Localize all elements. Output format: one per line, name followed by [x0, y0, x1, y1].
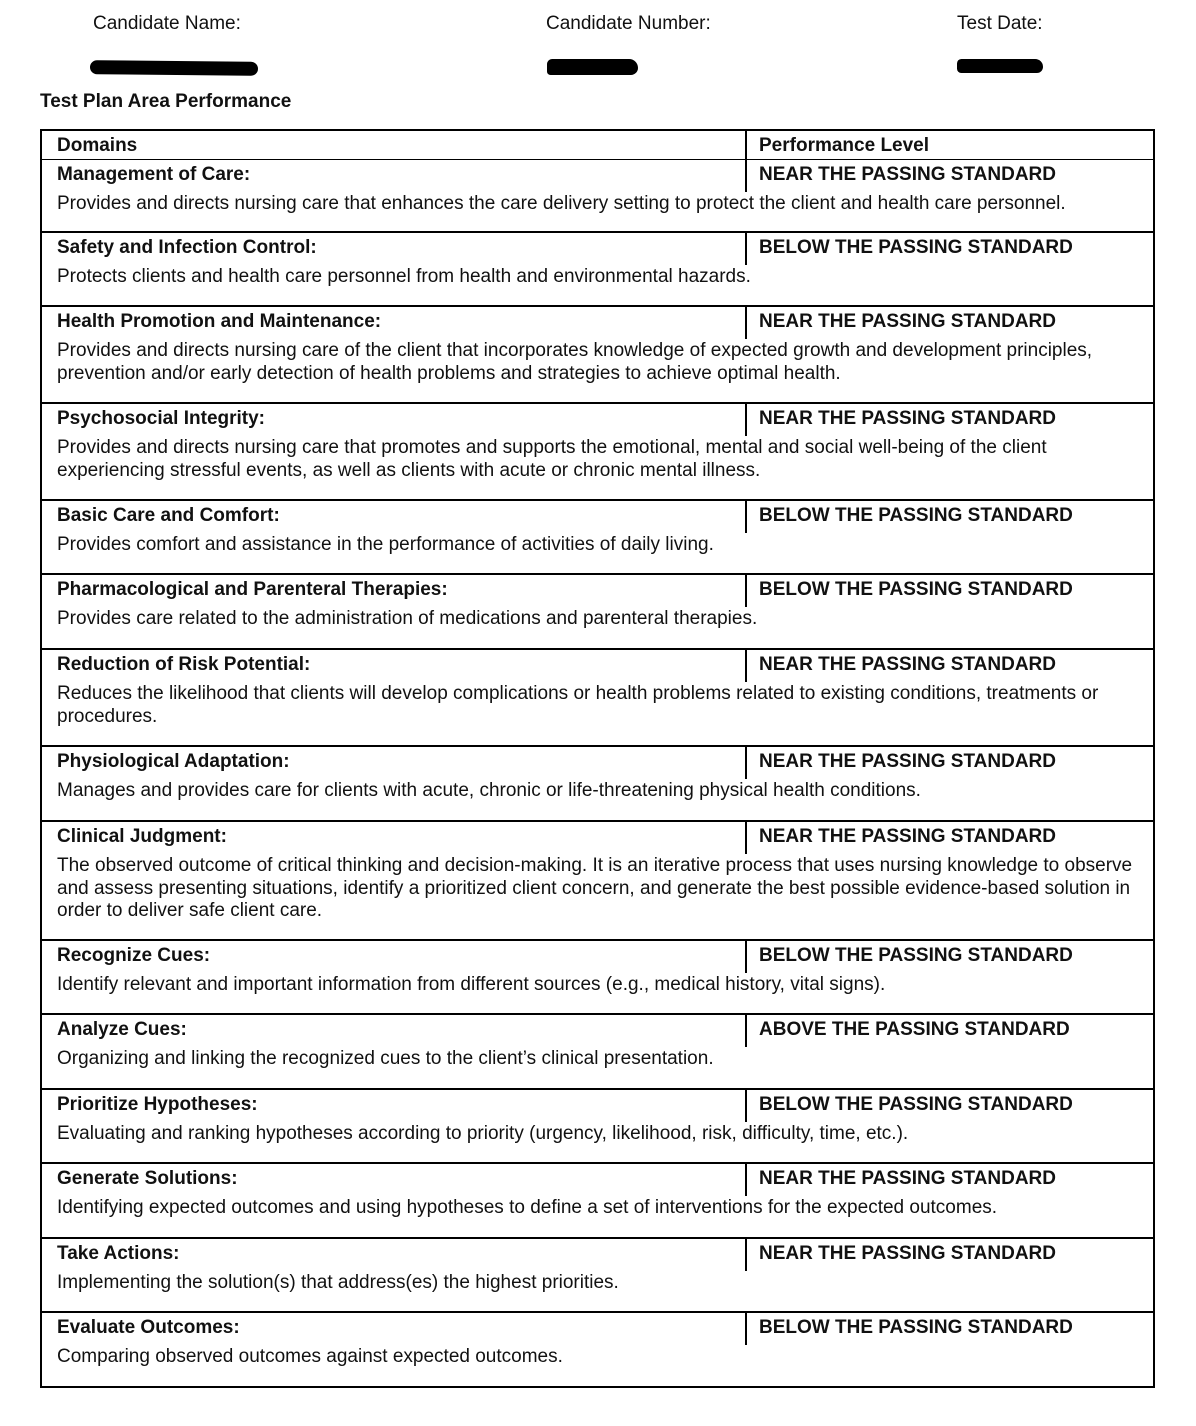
domain-description: Reduces the likelihood that clients will develop complications or health problems related to existing conditions, treatments or procedures.: [57, 683, 1099, 727]
domain-description: Provides comfort and assistance in the performance of activities of daily living.: [57, 534, 714, 555]
column-divider: [745, 1313, 747, 1345]
column-divider: [745, 1239, 747, 1271]
table-row: [42, 160, 1153, 233]
domain-description: Organizing and linking the recognized cues to the client’s clinical presentation.: [57, 1048, 714, 1069]
table-row: [42, 1015, 1153, 1090]
performance-level: BELOW THE PASSING STANDARD: [759, 237, 1073, 258]
domain-title: Analyze Cues:: [57, 1019, 187, 1040]
performance-level: ABOVE THE PASSING STANDARD: [759, 1019, 1070, 1040]
domain-title: Management of Care:: [57, 164, 251, 185]
column-header-domains: Domains: [57, 135, 138, 156]
domain-description: Provides and directs nursing care of the client that incorporates knowledge of expected growth and development principles, prevention and/or early detection of health problems and strategies to achieve optimal health.: [57, 340, 1093, 384]
column-divider: [745, 941, 747, 973]
domain-description: Identifying expected outcomes and using hypotheses to define a set of interventions for the expected outcomes.: [57, 1197, 998, 1218]
column-divider: [745, 233, 747, 265]
table-row: [42, 822, 1153, 941]
performance-level: BELOW THE PASSING STANDARD: [759, 1317, 1073, 1338]
candidate-name-redaction: [90, 60, 258, 76]
column-divider: [745, 131, 747, 159]
column-divider: [745, 575, 747, 607]
performance-level: BELOW THE PASSING STANDARD: [759, 1094, 1073, 1115]
column-divider: [745, 160, 747, 192]
performance-level: NEAR THE PASSING STANDARD: [759, 751, 1056, 772]
domain-title: Generate Solutions:: [57, 1168, 238, 1189]
table-row: [42, 1090, 1153, 1164]
test-date-redaction: [957, 59, 1043, 73]
performance-level: BELOW THE PASSING STANDARD: [759, 579, 1073, 600]
column-header-performance-level: Performance Level: [759, 135, 930, 156]
table-row: [42, 501, 1153, 575]
column-divider: [745, 1164, 747, 1196]
table-row: [42, 404, 1153, 501]
performance-level: BELOW THE PASSING STANDARD: [759, 945, 1073, 966]
domain-title: Prioritize Hypotheses:: [57, 1094, 258, 1115]
domain-description: The observed outcome of critical thinking and decision-making. It is an iterative process that uses nursing knowledge to observe and assess presenting situations, identify a prioritized client concern, and generate the best possible evidence-based solution in order to deliver safe client care.: [57, 855, 1133, 921]
domain-description: Comparing observed outcomes against expected outcomes.: [57, 1346, 563, 1367]
domain-title: Take Actions:: [57, 1243, 180, 1264]
column-divider: [745, 501, 747, 533]
performance-level: NEAR THE PASSING STANDARD: [759, 826, 1056, 847]
table-row: [42, 1164, 1153, 1239]
domain-description: Provides and directs nursing care that promotes and supports the emotional, mental and social well-being of the client experiencing stressful events, as well as clients with acute or chronic mental illness.: [57, 437, 1047, 481]
performance-level: NEAR THE PASSING STANDARD: [759, 164, 1056, 185]
domain-description: Implementing the solution(s) that address(es) the highest priorities.: [57, 1272, 619, 1293]
domain-title: Recognize Cues:: [57, 945, 211, 966]
column-divider: [745, 1090, 747, 1122]
candidate-number-redaction: [547, 59, 638, 75]
table-row: [42, 941, 1153, 1015]
section-title: Test Plan Area Performance: [40, 91, 292, 112]
performance-level: NEAR THE PASSING STANDARD: [759, 654, 1056, 675]
domain-description: Manages and provides care for clients with acute, chronic or life-threatening physical health conditions.: [57, 780, 921, 801]
table-row: [42, 307, 1153, 404]
table-row: [42, 1239, 1153, 1313]
column-divider: [745, 1015, 747, 1047]
performance-level: NEAR THE PASSING STANDARD: [759, 408, 1056, 429]
domain-title: Clinical Judgment:: [57, 826, 227, 847]
table-row: [42, 650, 1153, 747]
column-divider: [745, 747, 747, 779]
table-row: [42, 233, 1153, 307]
domain-title: Health Promotion and Maintenance:: [57, 311, 382, 332]
column-divider: [745, 822, 747, 854]
performance-table: [40, 129, 1155, 1388]
domain-description: Provides care related to the administration of medications and parenteral therapies.: [57, 608, 758, 629]
domain-description: Evaluating and ranking hypotheses according to priority (urgency, likelihood, risk, difficulty, time, etc.).: [57, 1123, 909, 1144]
domain-title: Pharmacological and Parenteral Therapies:: [57, 579, 448, 600]
domain-title: Safety and Infection Control:: [57, 237, 317, 258]
table-row: [42, 1313, 1153, 1386]
performance-level: NEAR THE PASSING STANDARD: [759, 1168, 1056, 1189]
performance-level: NEAR THE PASSING STANDARD: [759, 1243, 1056, 1264]
candidate-number-label: Candidate Number:: [546, 13, 711, 34]
test-date-label: Test Date:: [957, 13, 1043, 34]
domain-description: Identify relevant and important information from different sources (e.g., medical history, vital signs).: [57, 974, 886, 995]
domain-title: Evaluate Outcomes:: [57, 1317, 240, 1338]
table-row: [42, 575, 1153, 650]
column-divider: [745, 307, 747, 339]
table-header: [42, 131, 1153, 160]
candidate-name-label: Candidate Name:: [93, 13, 241, 34]
performance-level: NEAR THE PASSING STANDARD: [759, 311, 1056, 332]
domain-title: Reduction of Risk Potential:: [57, 654, 311, 675]
domain-description: Provides and directs nursing care that enhances the care delivery setting to protect the client and health care personnel.: [57, 193, 1066, 214]
column-divider: [745, 404, 747, 436]
domain-title: Psychosocial Integrity:: [57, 408, 266, 429]
domain-title: Basic Care and Comfort:: [57, 505, 280, 526]
table-row: [42, 747, 1153, 822]
column-divider: [745, 650, 747, 682]
performance-level: BELOW THE PASSING STANDARD: [759, 505, 1073, 526]
domain-description: Protects clients and health care personnel from health and environmental hazards.: [57, 266, 751, 287]
domain-title: Physiological Adaptation:: [57, 751, 290, 772]
